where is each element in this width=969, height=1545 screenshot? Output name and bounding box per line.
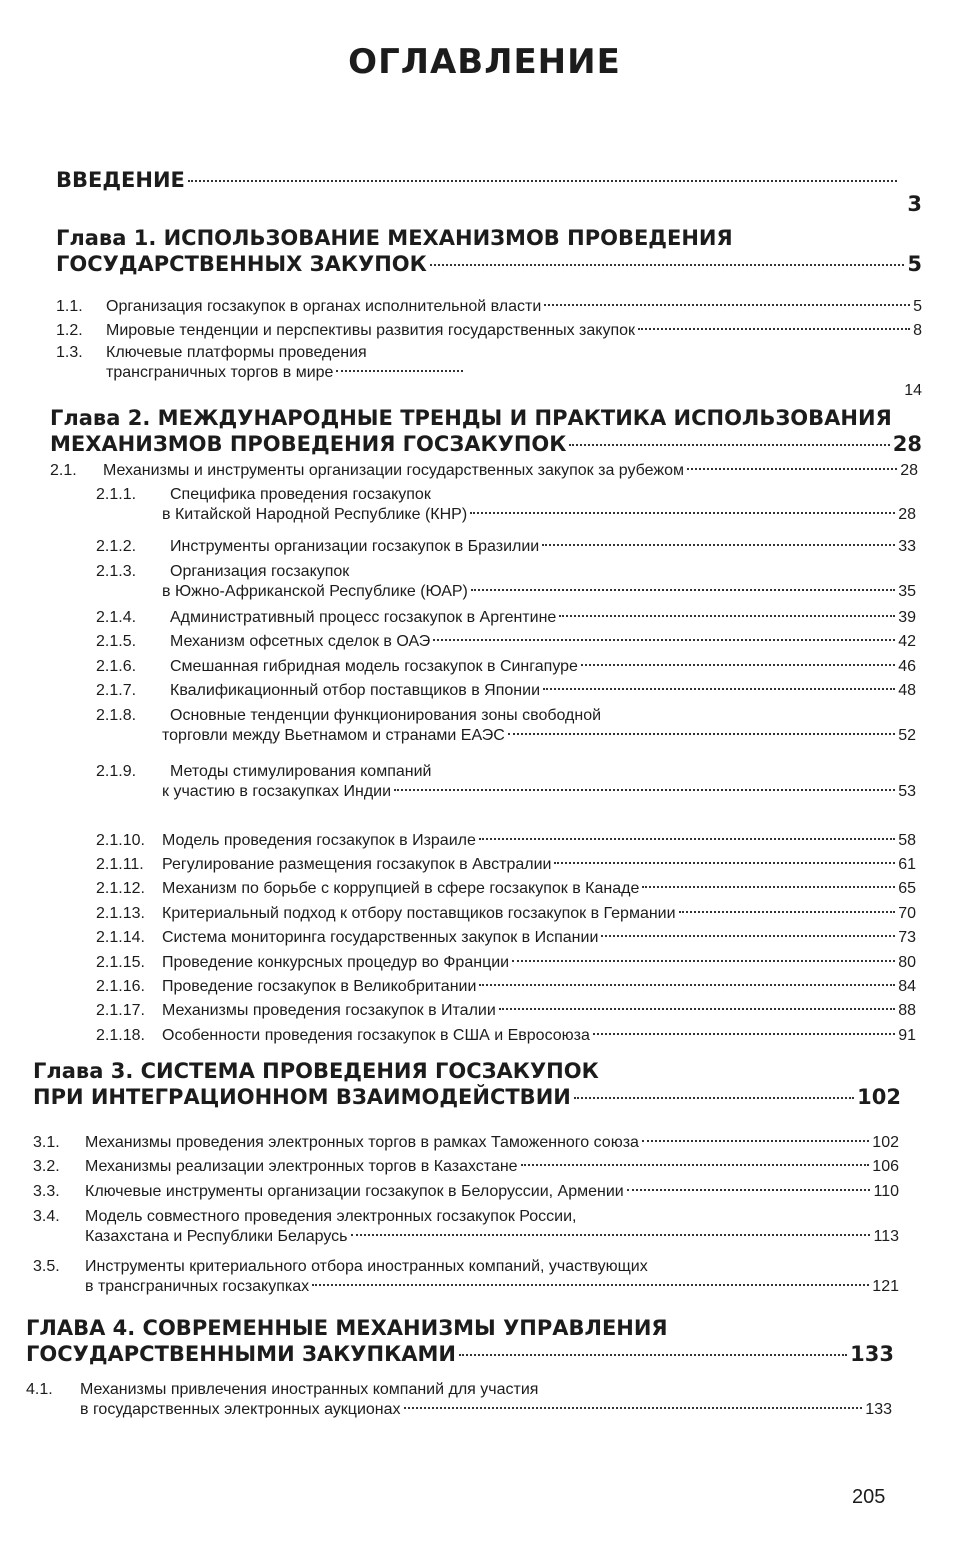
subsection-title: Квалификационный отбор поставщиков в Японии bbox=[170, 682, 541, 699]
section-title: Механизмы реализации электронных торгов в Казахстане bbox=[85, 1158, 518, 1175]
section-title: в государственных электронных аукционах bbox=[80, 1401, 401, 1418]
toc-section[interactable] bbox=[33, 1207, 899, 1247]
subsection-title: Особенности проведения госзакупок в США и Евросоюза bbox=[162, 1027, 590, 1044]
dot-leader bbox=[479, 984, 895, 986]
page-ref: 133 bbox=[865, 1401, 892, 1418]
page-ref: 28 bbox=[892, 432, 922, 456]
section-number: 3.2. bbox=[33, 1158, 60, 1175]
section-title: Механизмы проведения электронных торгов в рамках Таможенного союза bbox=[85, 1134, 639, 1151]
section-number: 4.1. bbox=[26, 1381, 53, 1398]
page-ref: 102 bbox=[872, 1134, 899, 1151]
subsection-title: в Китайской Народной Республике (КНР) bbox=[162, 506, 468, 523]
subsection-title: Инструменты организации госзакупок в Бразилии bbox=[170, 538, 540, 555]
section-number: 3.4. bbox=[33, 1208, 60, 1225]
section-number: 2.1. bbox=[50, 462, 77, 479]
page-title: ОГЛАВЛЕНИЕ bbox=[348, 42, 621, 82]
page-ref: 48 bbox=[898, 682, 916, 699]
toc-section[interactable] bbox=[33, 1157, 899, 1177]
subsection-number: 2.1.8. bbox=[96, 707, 137, 724]
page-ref: 58 bbox=[898, 832, 916, 849]
subsection-number: 2.1.16. bbox=[96, 978, 145, 995]
page-ref: 61 bbox=[898, 856, 916, 873]
subsection-number: 2.1.17. bbox=[96, 1002, 145, 1019]
toc-subsection[interactable] bbox=[96, 632, 916, 652]
toc-subsection[interactable] bbox=[96, 855, 916, 875]
page-ref: 113 bbox=[873, 1228, 899, 1245]
toc-subsection[interactable] bbox=[96, 953, 916, 973]
section-title: в трансграничных госзакупках bbox=[85, 1278, 310, 1295]
section-number: 1.2. bbox=[56, 322, 83, 339]
dot-leader bbox=[433, 639, 895, 641]
dot-leader bbox=[581, 664, 895, 666]
section-title: Казахстана и Республики Беларусь bbox=[85, 1228, 348, 1245]
page-ref: 80 bbox=[898, 954, 916, 971]
section-number: 3.1. bbox=[33, 1134, 60, 1151]
subsection-title-line1: Специфика проведения госзакупок bbox=[170, 486, 431, 503]
page-ref: 39 bbox=[898, 609, 916, 626]
toc-section[interactable] bbox=[33, 1182, 899, 1202]
dot-leader bbox=[394, 789, 895, 791]
toc-section[interactable] bbox=[33, 1133, 899, 1153]
page-ref: 110 bbox=[873, 1183, 899, 1200]
toc-section[interactable] bbox=[56, 297, 922, 317]
dot-leader bbox=[574, 1097, 854, 1099]
subsection-title-line1: Организация госзакупок bbox=[170, 563, 350, 580]
toc-subsection[interactable] bbox=[96, 928, 916, 948]
page-ref: 53 bbox=[898, 783, 916, 800]
subsection-number: 2.1.13. bbox=[96, 905, 145, 922]
subsection-number: 2.1.4. bbox=[96, 609, 137, 626]
chapter-heading-line2: ПРИ ИНТЕГРАЦИОННОМ ВЗАИМОДЕЙСТВИИ bbox=[33, 1085, 571, 1109]
subsection-title: Механизмы проведения госзакупок в Италии bbox=[162, 1002, 496, 1019]
toc-subsection[interactable] bbox=[96, 608, 916, 628]
toc-subsection[interactable] bbox=[96, 706, 916, 746]
subsection-title: Механизм офсетных сделок в ОАЭ bbox=[170, 633, 431, 650]
subsection-number: 2.1.18. bbox=[96, 1027, 145, 1044]
subsection-title: Модель проведения госзакупок в Израиле bbox=[162, 832, 476, 849]
subsection-title: Смешанная гибридная модель госзакупок в Сингапуре bbox=[170, 658, 578, 675]
dot-leader bbox=[638, 328, 910, 330]
page-ref: 42 bbox=[898, 633, 916, 650]
toc-section[interactable] bbox=[56, 321, 922, 341]
page-ref: 102 bbox=[857, 1085, 901, 1109]
page-ref: 8 bbox=[913, 322, 922, 339]
chapter-heading-line1: Глава 2. МЕЖДУНАРОДНЫЕ ТРЕНДЫ И ПРАКТИКА ИСПОЛЬЗОВАНИЯ bbox=[50, 406, 892, 430]
toc-subsection[interactable] bbox=[96, 762, 916, 802]
toc-subsection[interactable] bbox=[96, 831, 916, 851]
dot-leader bbox=[601, 935, 895, 937]
subsection-title: Проведение конкурсных процедур во Франции bbox=[162, 954, 510, 971]
dot-leader bbox=[554, 862, 895, 864]
toc-chapter-2[interactable] bbox=[50, 405, 922, 457]
toc-subsection[interactable] bbox=[96, 681, 916, 701]
subsection-number: 2.1.6. bbox=[96, 658, 137, 675]
subsection-number: 2.1.11. bbox=[96, 856, 144, 873]
dot-leader bbox=[543, 688, 895, 690]
section-title: Механизмы и инструменты организации государственных закупок за рубежом bbox=[103, 462, 684, 479]
toc-subsection[interactable] bbox=[96, 1026, 916, 1046]
subsection-number: 2.1.9. bbox=[96, 763, 137, 780]
dot-leader bbox=[459, 1354, 847, 1356]
subsection-title: Система мониторинга государственных закупок в Испании bbox=[162, 929, 599, 946]
dot-leader bbox=[559, 615, 895, 617]
subsection-number: 2.1.15. bbox=[96, 954, 145, 971]
page-ref: 33 bbox=[898, 538, 916, 555]
toc-section[interactable] bbox=[26, 1380, 892, 1420]
dot-leader bbox=[312, 1284, 869, 1286]
dot-leader bbox=[679, 911, 896, 913]
section-title: Ключевые инструменты организации госзакупок в Белоруссии, Армении bbox=[85, 1183, 624, 1200]
toc-section[interactable] bbox=[50, 461, 918, 481]
section-number: 3.5. bbox=[33, 1258, 60, 1275]
toc-chapter-1[interactable] bbox=[56, 225, 922, 277]
chapter-heading-line2: МЕХАНИЗМОВ ПРОВЕДЕНИЯ ГОСЗАКУПОК bbox=[50, 432, 567, 456]
toc-subsection[interactable] bbox=[96, 485, 916, 525]
page-ref: 88 bbox=[898, 1002, 916, 1019]
chapter-heading-line1: ГЛАВА 4. СОВРЕМЕННЫЕ МЕХАНИЗМЫ УПРАВЛЕНИЯ bbox=[26, 1316, 668, 1340]
subsection-number: 2.1.1. bbox=[96, 486, 137, 503]
dot-leader bbox=[542, 544, 895, 546]
dot-leader bbox=[521, 1164, 870, 1166]
dot-leader bbox=[351, 1234, 871, 1236]
subsection-title: Проведение госзакупок в Великобритании bbox=[162, 978, 477, 995]
subsection-number: 2.1.10. bbox=[96, 832, 145, 849]
toc-subsection[interactable] bbox=[96, 879, 916, 899]
chapter-heading-line2: ГОСУДАРСТВЕННЫМИ ЗАКУПКАМИ bbox=[26, 1342, 456, 1366]
chapter-heading-line1: Глава 1. ИСПОЛЬЗОВАНИЕ МЕХАНИЗМОВ ПРОВЕДЕНИЯ bbox=[56, 226, 733, 250]
toc-subsection[interactable] bbox=[96, 1001, 916, 1021]
dot-leader bbox=[593, 1033, 895, 1035]
dot-leader bbox=[188, 180, 897, 182]
dot-leader bbox=[471, 589, 895, 591]
dot-leader bbox=[470, 512, 895, 514]
page-ref: 5 bbox=[913, 298, 922, 315]
subsection-number: 2.1.3. bbox=[96, 563, 137, 580]
intro-title: ВВЕДЕНИЕ bbox=[56, 168, 185, 192]
dot-leader bbox=[508, 733, 895, 735]
subsection-title: Административный процесс госзакупок в Аргентине bbox=[170, 609, 557, 626]
subsection-title: Регулирование размещения госзакупок в Австралии bbox=[162, 856, 552, 873]
section-title-line1: Модель совместного проведения электронных госзакупок России, bbox=[85, 1208, 577, 1225]
subsection-title: торговли между Вьетнамом и странами ЕАЭС bbox=[162, 727, 505, 744]
dot-leader bbox=[512, 960, 895, 962]
page-ref: 3 bbox=[907, 192, 922, 216]
dot-leader bbox=[569, 444, 889, 446]
page-ref: 91 bbox=[898, 1027, 916, 1044]
page-ref: 73 bbox=[898, 929, 916, 946]
dot-leader bbox=[642, 886, 895, 888]
page-ref: 84 bbox=[898, 978, 916, 995]
section-number: 1.3. bbox=[56, 344, 83, 361]
subsection-title: Критериальный подход к отбору поставщиков госзакупок в Германии bbox=[162, 905, 676, 922]
page-ref: 133 bbox=[850, 1342, 894, 1366]
section-number: 3.3. bbox=[33, 1183, 60, 1200]
dot-leader bbox=[404, 1407, 863, 1409]
toc-subsection[interactable] bbox=[96, 904, 916, 924]
dot-leader bbox=[627, 1189, 871, 1191]
page-ref: 70 bbox=[898, 905, 916, 922]
section-title-line1: Ключевые платформы проведения bbox=[106, 344, 367, 361]
page-ref: 52 bbox=[898, 727, 916, 744]
dot-leader bbox=[544, 304, 910, 306]
page-ref: 5 bbox=[907, 252, 922, 276]
section-title-line1: Инструменты критериального отбора иностранных компаний, участвующих bbox=[85, 1258, 648, 1275]
page-ref: 28 bbox=[898, 506, 916, 523]
page-ref: 65 bbox=[898, 880, 916, 897]
page-ref: 106 bbox=[872, 1158, 899, 1175]
toc-section[interactable] bbox=[56, 343, 922, 401]
dot-leader bbox=[687, 468, 897, 470]
dot-leader bbox=[479, 838, 895, 840]
page-ref: 14 bbox=[904, 382, 922, 399]
dot-leader bbox=[642, 1140, 869, 1142]
subsection-title: в Южно-Африканской Республике (ЮАР) bbox=[162, 583, 468, 600]
page-ref: 46 bbox=[898, 658, 916, 675]
subsection-number: 2.1.14. bbox=[96, 929, 145, 946]
toc-subsection[interactable] bbox=[96, 977, 916, 997]
page-ref: 28 bbox=[900, 462, 918, 479]
toc-intro[interactable] bbox=[56, 168, 922, 216]
section-title: трансграничных торгов в мире bbox=[106, 364, 334, 381]
page-number: 205 bbox=[852, 1486, 886, 1508]
section-title: Мировые тенденции и перспективы развития государственных закупок bbox=[106, 322, 636, 339]
toc-subsection[interactable] bbox=[96, 657, 916, 677]
toc-section[interactable] bbox=[33, 1257, 899, 1297]
toc-chapter-3[interactable] bbox=[33, 1058, 901, 1110]
toc-chapter-4[interactable] bbox=[26, 1315, 894, 1367]
dot-leader bbox=[499, 1008, 895, 1010]
chapter-heading-line2: ГОСУДАРСТВЕННЫХ ЗАКУПОК bbox=[56, 252, 427, 276]
subsection-number: 2.1.12. bbox=[96, 880, 145, 897]
page-ref: 35 bbox=[898, 583, 916, 600]
subsection-title: к участию в госзакупках Индии bbox=[162, 783, 392, 800]
chapter-heading-line1: Глава 3. СИСТЕМА ПРОВЕДЕНИЯ ГОСЗАКУПОК bbox=[33, 1059, 599, 1083]
page-ref: 121 bbox=[872, 1278, 899, 1295]
section-title-line1: Механизмы привлечения иностранных компаний для участия bbox=[80, 1381, 539, 1398]
subsection-number: 2.1.2. bbox=[96, 538, 137, 555]
section-number: 1.1. bbox=[56, 298, 83, 315]
dot-leader bbox=[336, 370, 463, 372]
subsection-title-line1: Методы стимулирования компаний bbox=[170, 763, 432, 780]
subsection-title: Механизм по борьбе с коррупцией в сфере госзакупок в Канаде bbox=[162, 880, 640, 897]
subsection-number: 2.1.5. bbox=[96, 633, 137, 650]
toc-subsection[interactable] bbox=[96, 562, 916, 602]
section-title: Организация госзакупок в органах исполнительной власти bbox=[106, 298, 542, 315]
subsection-title-line1: Основные тенденции функционирования зоны свободной bbox=[170, 707, 602, 724]
dot-leader bbox=[430, 264, 905, 266]
toc-subsection[interactable] bbox=[96, 537, 916, 557]
subsection-number: 2.1.7. bbox=[96, 682, 137, 699]
